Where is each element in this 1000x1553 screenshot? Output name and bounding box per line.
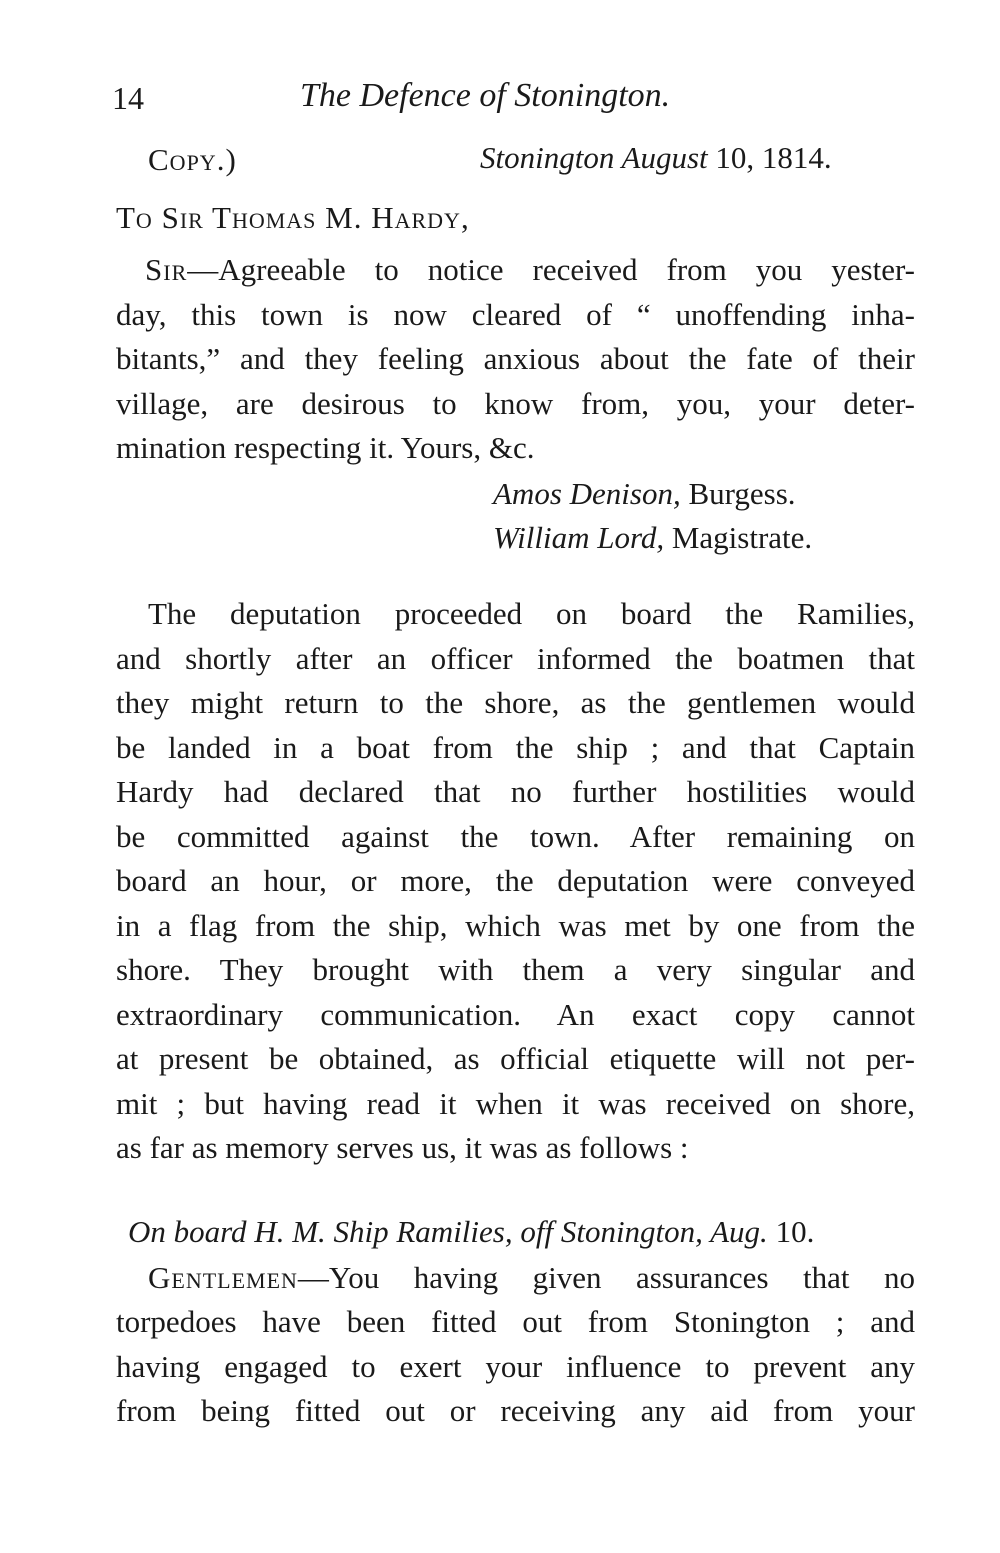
narrative-line-6: be committed against the town. After remaining on bbox=[116, 819, 915, 854]
signature-1-name: Amos Denison, bbox=[493, 476, 681, 511]
narrative-line-8: in a flag from the ship, which was met by one from the bbox=[116, 908, 915, 943]
narrative-line-2: and shortly after an officer informed the boatmen that bbox=[116, 641, 915, 676]
letter1-line-1 bbox=[145, 250, 915, 290]
letter2-heading-date: 10. bbox=[775, 1214, 815, 1249]
letter2-line-2: torpedoes have been fitted out from Stonington ; and bbox=[116, 1304, 915, 1339]
narrative-line-4: be landed in a boat from the ship ; and that Captain bbox=[116, 730, 915, 765]
letter1-date-rest: 10, 1814. bbox=[715, 140, 832, 175]
letter2-line-1 bbox=[148, 1258, 915, 1298]
narrative-line-7: board an hour, or more, the deputation were conveyed bbox=[116, 863, 915, 898]
letter1-date-place: Stonington August bbox=[480, 140, 708, 175]
narrative-line-12: mit ; but having read it when it was received on shore, bbox=[116, 1086, 915, 1121]
letter1-line-4: village, are desirous to know from, you, your deter- bbox=[116, 386, 915, 421]
letter2-salutation: Gentlemen bbox=[148, 1260, 298, 1295]
narrative-line-11: at present be obtained, as official etiquette will not per- bbox=[116, 1041, 915, 1076]
signature-2 bbox=[493, 518, 812, 558]
letter1-line-1-text: —Agreeable to notice received from you yester- bbox=[187, 252, 915, 287]
letter1-date bbox=[480, 138, 832, 178]
letter1-line-2: day, this town is now cleared of “ unoffending inha- bbox=[116, 297, 915, 332]
letter1-salutation: Sir bbox=[145, 252, 188, 287]
narrative-line-3: they might return to the shore, as the gentlemen would bbox=[116, 685, 915, 720]
narrative-line-1: The deputation proceeded on board the Ramilies, bbox=[148, 596, 915, 631]
narrative-line-9: shore. They brought with them a very singular and bbox=[116, 952, 915, 987]
letter2-line-4: from being fitted out or receiving any aid from your bbox=[116, 1393, 915, 1428]
signature-2-name: William Lord, bbox=[493, 520, 665, 555]
copy-label: Copy.) bbox=[148, 142, 237, 177]
letter2-heading bbox=[128, 1212, 814, 1252]
page-number: 14 bbox=[112, 80, 144, 116]
running-title: The Defence of Stonington. bbox=[300, 77, 671, 114]
narrative-line-10: extraordinary communication. An exact copy cannot bbox=[116, 997, 915, 1032]
narrative-line-13: as far as memory serves us, it was as follows : bbox=[116, 1130, 689, 1165]
letter2-heading-place: On board H. M. Ship Ramilies, off Stonington, Aug. bbox=[128, 1214, 768, 1249]
letter1-addressee: To Sir Thomas M. Hardy, bbox=[116, 200, 470, 235]
letter1-line-5: mination respecting it. Yours, &c. bbox=[116, 430, 535, 465]
signature-1 bbox=[493, 474, 796, 514]
letter2-line-3: having engaged to exert your influence to prevent any bbox=[116, 1349, 915, 1384]
letter1-line-3: bitants,” and they feeling anxious about the fate of their bbox=[116, 341, 915, 376]
signature-1-title: Burgess. bbox=[688, 476, 796, 511]
letter2-line-1-text: —You having given assurances that no bbox=[297, 1260, 915, 1295]
signature-2-title: Magistrate. bbox=[671, 520, 813, 555]
narrative-line-5: Hardy had declared that no further hostilities would bbox=[116, 774, 915, 809]
